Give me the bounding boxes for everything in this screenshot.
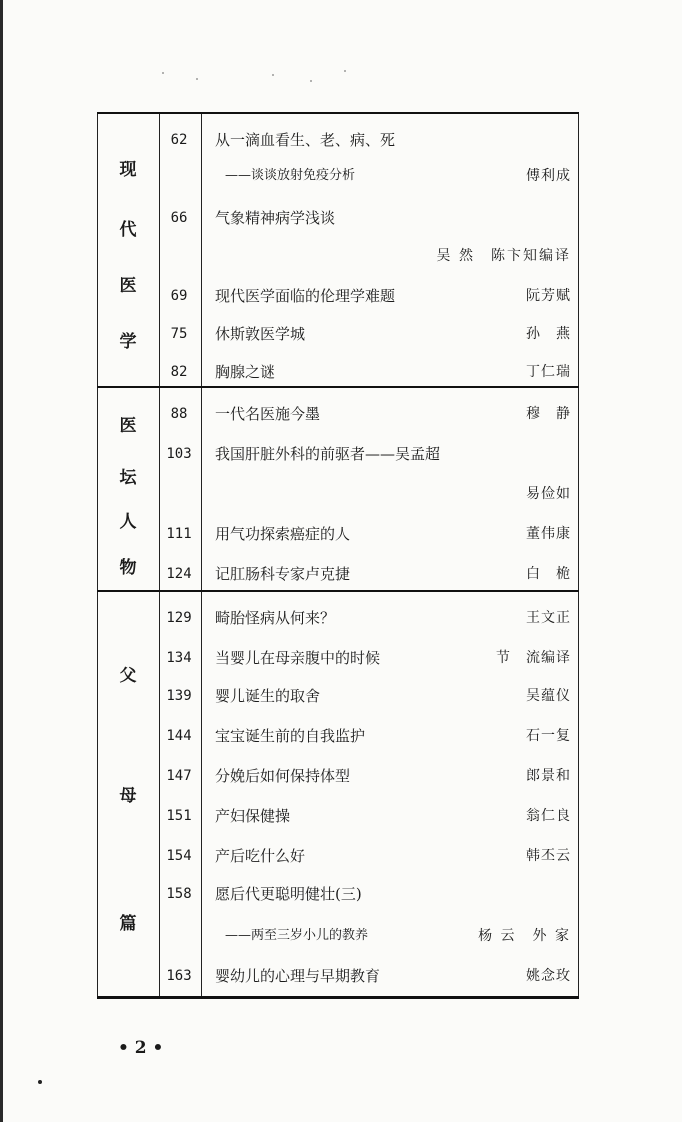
toc-entry	[97, 124, 579, 156]
article-title: 记肛肠科专家卢克捷	[215, 565, 351, 583]
article-author: 董伟康	[526, 526, 571, 542]
page-number: 163	[166, 968, 192, 984]
page-number: 66	[170, 210, 188, 226]
article-title: 畸胎怪病从何来？	[215, 609, 336, 627]
article-title: 婴儿诞生的取舍	[215, 687, 321, 705]
article-title: 产妇保健操	[215, 807, 291, 825]
article-title: 宝宝诞生前的自我监护	[215, 727, 366, 745]
section-1-char: 学	[119, 332, 137, 352]
section-3-char: 母	[119, 786, 137, 806]
toc-entry	[97, 642, 579, 674]
article-author: 吴 然 陈卞知编译	[436, 248, 571, 264]
toc-entry	[97, 960, 579, 992]
article-author: 石一复	[526, 728, 571, 744]
article-author: 穆 静	[526, 406, 571, 422]
scan-speck	[272, 74, 274, 76]
toc-entry	[97, 240, 579, 272]
article-subtitle: ——谈谈放射免疫分析	[225, 168, 356, 183]
toc-entry	[97, 478, 579, 510]
toc-entry	[97, 518, 579, 550]
article-title: 用气功探索癌症的人	[215, 525, 351, 543]
toc-entry	[97, 558, 579, 590]
page-number: 151	[166, 808, 192, 824]
page-number: 124	[166, 566, 192, 582]
section-divider	[97, 590, 579, 592]
article-title: 产后吃什么好	[215, 847, 306, 865]
article-title: 当婴儿在母亲腹中的时候	[215, 649, 381, 667]
article-author: 韩丕云	[526, 848, 571, 864]
page-number: 144	[166, 728, 192, 744]
page-number: 147	[166, 768, 192, 784]
scan-speck	[310, 80, 312, 82]
section-2-char: 医	[119, 416, 137, 436]
page-number: 62	[170, 132, 188, 148]
section-2-char: 坛	[119, 468, 137, 488]
page-number: 103	[166, 446, 192, 462]
article-author: 姚念玫	[526, 968, 571, 984]
page-edge	[0, 0, 3, 1122]
article-title: 一代名医施今墨	[215, 405, 321, 423]
page-number: 134	[166, 650, 192, 666]
article-subtitle: ——两至三岁小儿的教养	[225, 928, 369, 943]
section-1-char: 现	[119, 160, 137, 180]
article-title: 我国肝脏外科的前驱者——吴孟超	[215, 445, 441, 463]
article-author: 易俭如	[526, 486, 571, 502]
article-title: 分娩后如何保持体型	[215, 767, 351, 785]
article-author: 杨 云 外 家	[478, 928, 571, 944]
page-number: 139	[166, 688, 192, 704]
page-number: 111	[166, 526, 192, 542]
section-3-char: 篇	[119, 914, 137, 934]
article-author: 阮芳赋	[526, 288, 571, 304]
toc-entry	[97, 920, 579, 952]
toc-entry	[97, 800, 579, 832]
section-1-char: 代	[119, 220, 137, 240]
section-1-char: 医	[119, 276, 137, 296]
page-number: 75	[170, 326, 188, 342]
scan-speck	[196, 78, 198, 80]
toc-entry	[97, 602, 579, 634]
article-author: 郎景和	[526, 768, 571, 784]
article-author: 白 桅	[526, 566, 571, 582]
scan-speck	[344, 70, 346, 72]
page-number: 158	[166, 886, 192, 902]
toc-entry	[97, 680, 579, 712]
article-author: 王文正	[526, 610, 571, 626]
page-number: 154	[166, 848, 192, 864]
article-title: 从一滴血看生、老、病、死	[215, 131, 396, 149]
table-of-contents	[97, 112, 579, 999]
toc-entry	[97, 160, 579, 192]
toc-entry	[97, 356, 579, 388]
toc-entry	[97, 318, 579, 350]
article-author: 丁仁瑞	[526, 364, 571, 380]
toc-entry	[97, 398, 579, 430]
article-title: 愿后代更聪明健壮(三)	[215, 885, 362, 903]
page-number: 69	[170, 288, 188, 304]
toc-entry	[97, 840, 579, 872]
article-author: 傅利成	[526, 168, 571, 184]
page-number: 129	[166, 610, 192, 626]
article-title: 气象精神病学浅谈	[215, 209, 336, 227]
page-footer-number: • 2 •	[118, 1038, 164, 1058]
toc-entry	[97, 720, 579, 752]
article-author: 节 流编译	[496, 650, 571, 666]
page-number: 88	[170, 406, 188, 422]
toc-entry	[97, 202, 579, 234]
scan-speck	[162, 72, 164, 74]
article-title: 现代医学面临的伦理学难题	[215, 287, 396, 305]
article-author: 翁仁良	[526, 808, 571, 824]
toc-entry	[97, 438, 579, 470]
section-3-char: 父	[119, 666, 137, 686]
article-title: 婴幼儿的心理与早期教育	[215, 967, 381, 985]
scan-speck	[38, 1080, 42, 1084]
toc-entry	[97, 280, 579, 312]
article-author: 吴蕴仪	[526, 688, 571, 704]
section-2-char: 物	[119, 558, 137, 578]
article-title: 休斯敦医学城	[215, 325, 306, 343]
article-title: 胸腺之谜	[215, 363, 276, 381]
section-2-char: 人	[119, 512, 137, 532]
page-number: 82	[170, 364, 188, 380]
toc-entry	[97, 760, 579, 792]
toc-entry	[97, 878, 579, 910]
article-author: 孙 燕	[526, 326, 571, 342]
